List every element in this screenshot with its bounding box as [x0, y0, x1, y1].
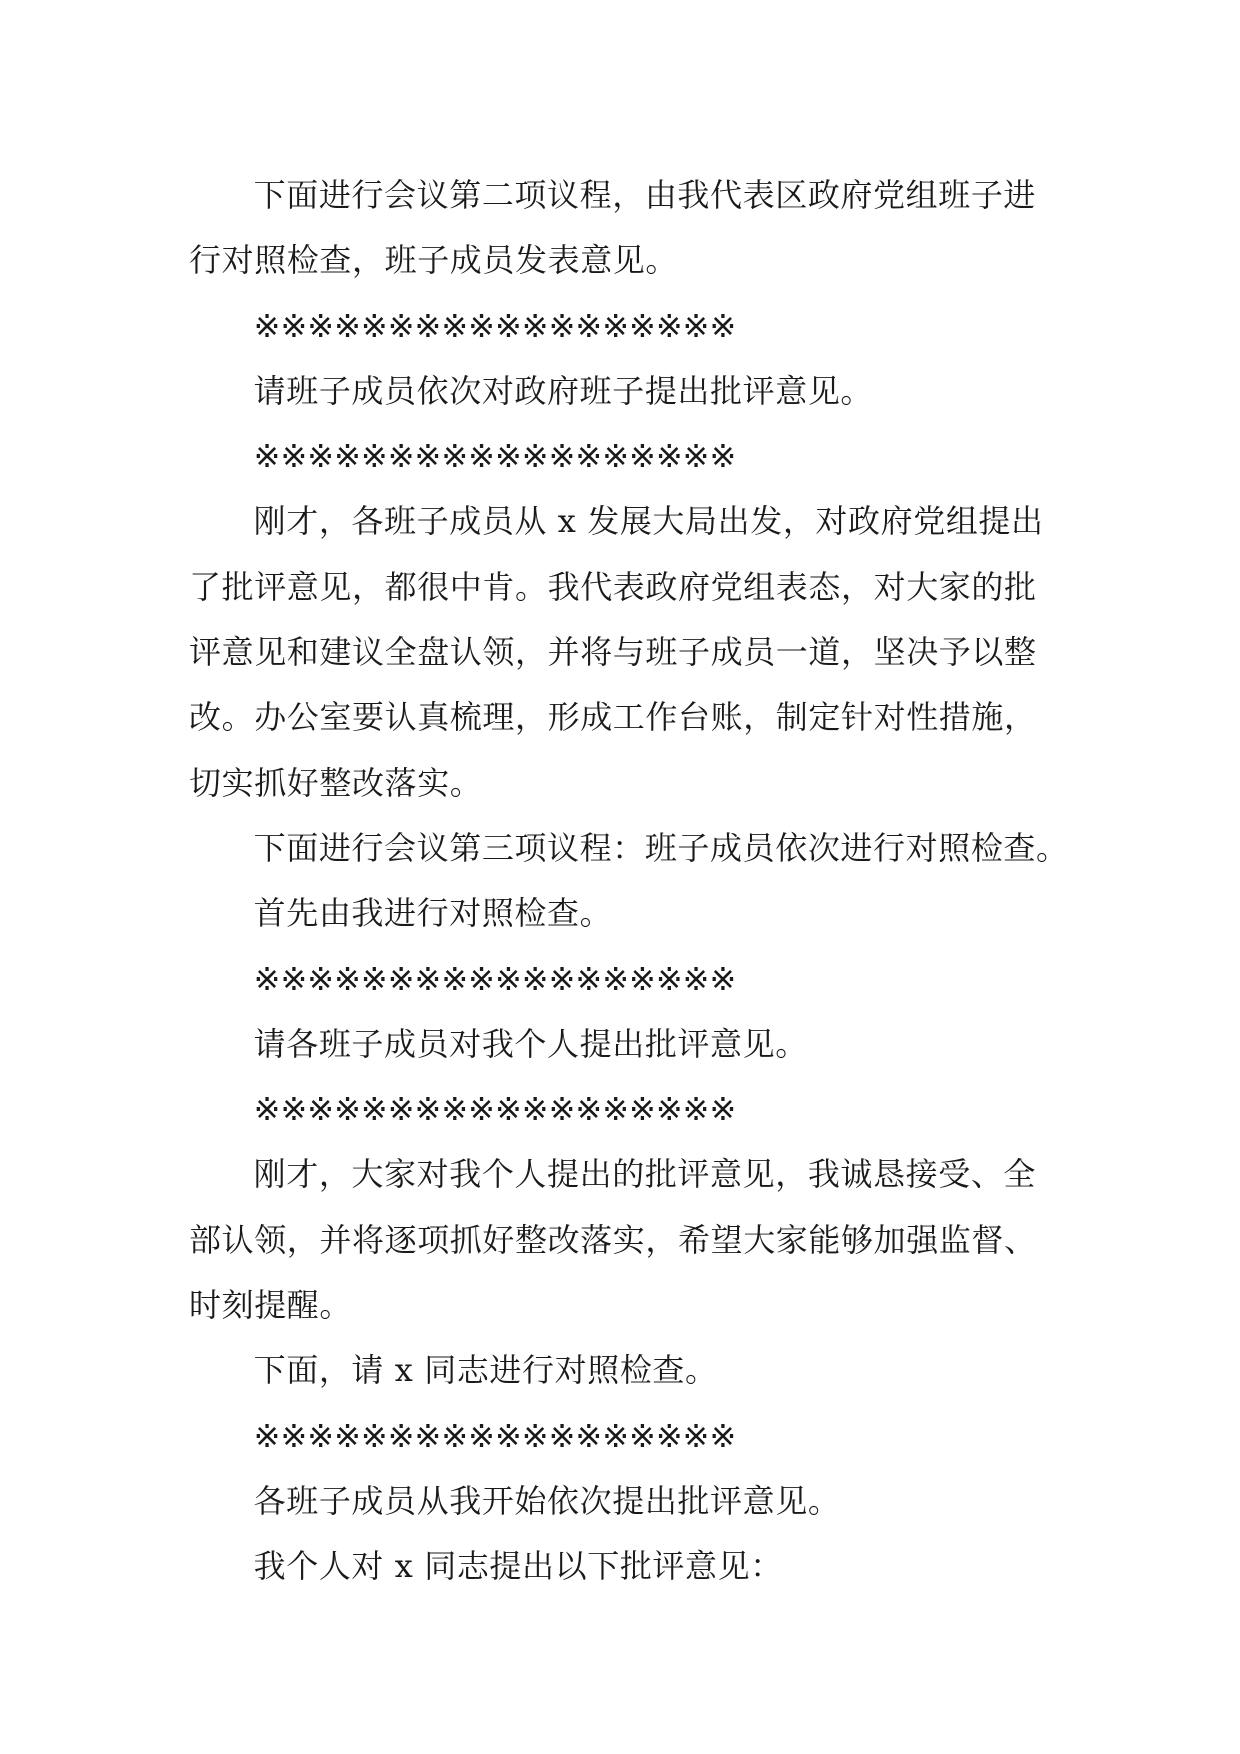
paragraph-members-criticism — [189, 1469, 1069, 1534]
paragraph-request-criticism-team — [189, 359, 1069, 424]
text-line: 请班子成员依次对政府班子提出批评意见。 — [253, 371, 874, 410]
text-line: 刚才，各班子成员从 x 发展大局出发，对政府党组提出 — [253, 502, 1044, 541]
separator-marks: ※※※※※※※※※※※※※※※※※※ — [253, 1090, 737, 1129]
separator-line — [189, 294, 1069, 359]
separator-line — [189, 1404, 1069, 1469]
document-body — [189, 163, 1069, 1600]
separator-line — [189, 424, 1069, 489]
paragraph-self-check — [189, 881, 1069, 946]
separator-marks: ※※※※※※※※※※※※※※※※※※ — [253, 959, 737, 998]
text-line: 下面，请 x 同志进行对照检查。 — [253, 1351, 718, 1390]
paragraph-request-criticism-self — [189, 1012, 1069, 1077]
paragraph-agenda-two — [189, 163, 1069, 294]
text-line: 了批评意见，都很中肯。我代表政府党组表态，对大家的批 — [189, 567, 1037, 606]
separator-line — [189, 947, 1069, 1012]
text-line: 部认领，并将逐项抓好整改落实，希望大家能够加强监督、 — [189, 1220, 1037, 1259]
separator-marks: ※※※※※※※※※※※※※※※※※※ — [253, 306, 737, 345]
text-line: 时刻提醒。 — [189, 1286, 353, 1325]
text-line: 切实抓好整改落实。 — [189, 763, 483, 802]
separator-line — [189, 1077, 1069, 1142]
text-line: 我个人对 x 同志提出以下批评意见： — [253, 1547, 783, 1586]
paragraph-my-criticism — [189, 1534, 1069, 1599]
text-line: 刚才，大家对我个人提出的批评意见，我诚恳接受、全 — [253, 1155, 1037, 1194]
text-line: 行对照检查，班子成员发表意见。 — [189, 241, 679, 280]
paragraph-self-response — [189, 1142, 1069, 1338]
text-line: 改。办公室要认真梳理，形成工作台账，制定针对性措施， — [189, 698, 1037, 737]
text-line: 各班子成员从我开始依次提出批评意见。 — [253, 1481, 841, 1520]
separator-marks: ※※※※※※※※※※※※※※※※※※ — [253, 1416, 737, 1455]
separator-marks: ※※※※※※※※※※※※※※※※※※ — [253, 437, 737, 476]
text-line: 下面进行会议第二项议程，由我代表区政府党组班子进 — [253, 176, 1037, 214]
paragraph-agenda-three — [189, 816, 1069, 881]
paragraph-team-response — [189, 489, 1069, 815]
paragraph-next-comrade — [189, 1338, 1069, 1403]
text-line: 请各班子成员对我个人提出批评意见。 — [253, 1024, 808, 1063]
text-line: 首先由我进行对照检查。 — [253, 894, 613, 933]
text-line: 评意见和建议全盘认领，并将与班子成员一道，坚决予以整 — [189, 633, 1037, 672]
text-line: 下面进行会议第三项议程：班子成员依次进行对照检查。 — [253, 828, 1069, 867]
